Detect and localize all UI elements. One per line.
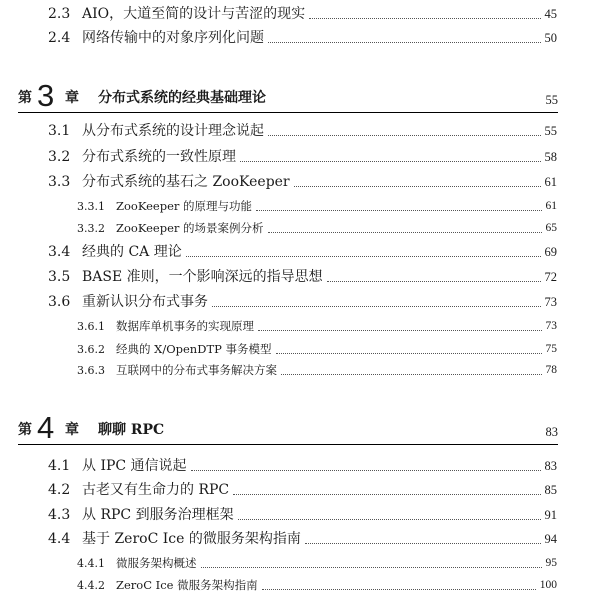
section-title: 经典的 X/OpenDTP 事务模型 xyxy=(116,342,272,356)
dot-leader xyxy=(186,256,541,257)
page-number: 72 xyxy=(544,269,557,284)
chapter-number: 4 xyxy=(37,410,55,445)
toc-subsection[interactable] xyxy=(0,338,601,360)
dot-leader xyxy=(238,519,541,520)
dot-leader xyxy=(268,42,541,43)
section-number: 4.4.1 xyxy=(77,556,105,570)
page-number: 58 xyxy=(544,149,557,164)
section-title: 从分布式系统的设计理念说起 xyxy=(82,123,264,139)
dot-leader xyxy=(327,281,541,282)
section-number: 4.4.2 xyxy=(77,578,105,592)
page-number: 69 xyxy=(544,244,557,259)
chapter-prefix: 第 xyxy=(18,90,32,106)
toc-section[interactable] xyxy=(0,3,601,25)
chapter-number: 3 xyxy=(37,78,55,113)
section-number: 3.3.1 xyxy=(77,199,105,213)
toc-section[interactable] xyxy=(0,291,601,313)
section-title: 数据库单机事务的实现原理 xyxy=(116,319,254,333)
dot-leader xyxy=(268,135,541,136)
toc-section[interactable] xyxy=(0,146,601,168)
section-title: 从 IPC 通信说起 xyxy=(82,458,187,474)
chapter-suffix: 章 xyxy=(65,422,79,438)
dot-leader xyxy=(256,210,542,211)
section-title: 分布式系统的基石之 ZooKeeper xyxy=(82,174,290,190)
section-title: BASE 准则，一个影响深远的指导思想 xyxy=(82,269,323,285)
toc-subsection[interactable] xyxy=(0,217,601,239)
page-number: 50 xyxy=(544,30,557,45)
toc-section[interactable] xyxy=(0,171,601,193)
page-number: 85 xyxy=(544,482,557,497)
section-title: 经典的 CA 理论 xyxy=(82,244,182,260)
dot-leader xyxy=(262,589,536,590)
toc-section[interactable] xyxy=(0,241,601,263)
toc-subsection[interactable] xyxy=(0,195,601,217)
page-number: 61 xyxy=(544,174,557,189)
page-number: 65 xyxy=(545,222,557,234)
section-title: 基于 ZeroC Ice 的微服务架构指南 xyxy=(82,531,301,547)
chapter-title: 分布式系统的经典基础理论 xyxy=(98,90,266,106)
page-number: 83 xyxy=(544,458,557,473)
toc-section[interactable] xyxy=(0,528,601,550)
section-number: 3.6.2 xyxy=(77,342,105,356)
page-number: 75 xyxy=(545,343,557,355)
toc-section[interactable] xyxy=(0,455,601,477)
toc-subsection[interactable] xyxy=(0,315,601,337)
section-number: 2.4 xyxy=(48,30,71,46)
section-number: 3.6 xyxy=(48,294,71,310)
dot-leader xyxy=(201,567,542,568)
section-number: 4.1 xyxy=(48,458,71,474)
page-number: 78 xyxy=(545,364,557,376)
section-number: 3.4 xyxy=(48,244,71,260)
toc-section[interactable] xyxy=(0,27,601,49)
dot-leader xyxy=(240,161,541,162)
section-title: 古老又有生命力的 RPC xyxy=(82,482,230,498)
chapter-title: 聊聊 RPC xyxy=(98,422,165,438)
dot-leader xyxy=(309,18,541,19)
section-number: 4.2 xyxy=(48,482,71,498)
dot-leader xyxy=(305,543,541,544)
chapter-heading xyxy=(18,404,558,445)
dot-leader xyxy=(281,374,542,375)
dot-leader xyxy=(268,232,542,233)
chapter-prefix: 第 xyxy=(18,422,32,438)
section-title: ZooKeeper 的场景案例分析 xyxy=(116,221,264,235)
section-number: 3.6.1 xyxy=(77,319,105,333)
toc-subsection[interactable] xyxy=(0,552,601,574)
page-number: 73 xyxy=(544,294,557,309)
dot-leader xyxy=(258,330,542,331)
toc-section[interactable] xyxy=(0,479,601,501)
section-number: 3.3.2 xyxy=(77,221,105,235)
chapter-suffix: 章 xyxy=(65,90,79,106)
page-number: 94 xyxy=(544,531,557,546)
dot-leader xyxy=(212,306,541,307)
toc-section[interactable] xyxy=(0,504,601,526)
chapter-page-number: 55 xyxy=(545,93,558,107)
section-number: 3.1 xyxy=(48,123,71,139)
dot-leader xyxy=(276,353,542,354)
section-number: 2.3 xyxy=(48,6,71,22)
toc-section[interactable] xyxy=(0,120,601,142)
section-number: 3.2 xyxy=(48,149,71,165)
section-number: 3.3 xyxy=(48,174,71,190)
page-number: 61 xyxy=(545,200,557,212)
dot-leader xyxy=(233,494,541,495)
chapter-heading xyxy=(18,72,558,113)
section-title: ZooKeeper 的原理与功能 xyxy=(116,199,253,213)
section-title: 网络传输中的对象序列化问题 xyxy=(82,30,264,46)
toc-section[interactable] xyxy=(0,266,601,288)
section-number: 4.3 xyxy=(48,507,71,523)
section-title: 重新认识分布式事务 xyxy=(82,294,208,310)
section-title: AIO，大道至简的设计与苦涩的现实 xyxy=(82,6,306,22)
section-title: ZeroC Ice 微服务架构指南 xyxy=(116,578,258,592)
page-number: 73 xyxy=(545,320,557,332)
dot-leader xyxy=(294,186,541,187)
section-number: 4.4 xyxy=(48,531,71,547)
chapter-page-number: 83 xyxy=(545,425,558,439)
page-number: 45 xyxy=(544,6,557,21)
section-title: 微服务架构概述 xyxy=(116,556,197,570)
section-title: 从 RPC 到服务治理框架 xyxy=(82,507,234,523)
dot-leader xyxy=(191,470,541,471)
section-title: 分布式系统的一致性原理 xyxy=(82,149,236,165)
page-number: 95 xyxy=(545,557,557,569)
toc-subsection[interactable] xyxy=(0,359,601,381)
page-number: 91 xyxy=(544,507,557,522)
page-number: 55 xyxy=(544,123,557,138)
page-number: 100 xyxy=(539,579,557,591)
section-number: 3.6.3 xyxy=(77,363,105,377)
section-title: 互联网中的分布式事务解决方案 xyxy=(116,363,277,377)
section-number: 3.5 xyxy=(48,269,71,285)
